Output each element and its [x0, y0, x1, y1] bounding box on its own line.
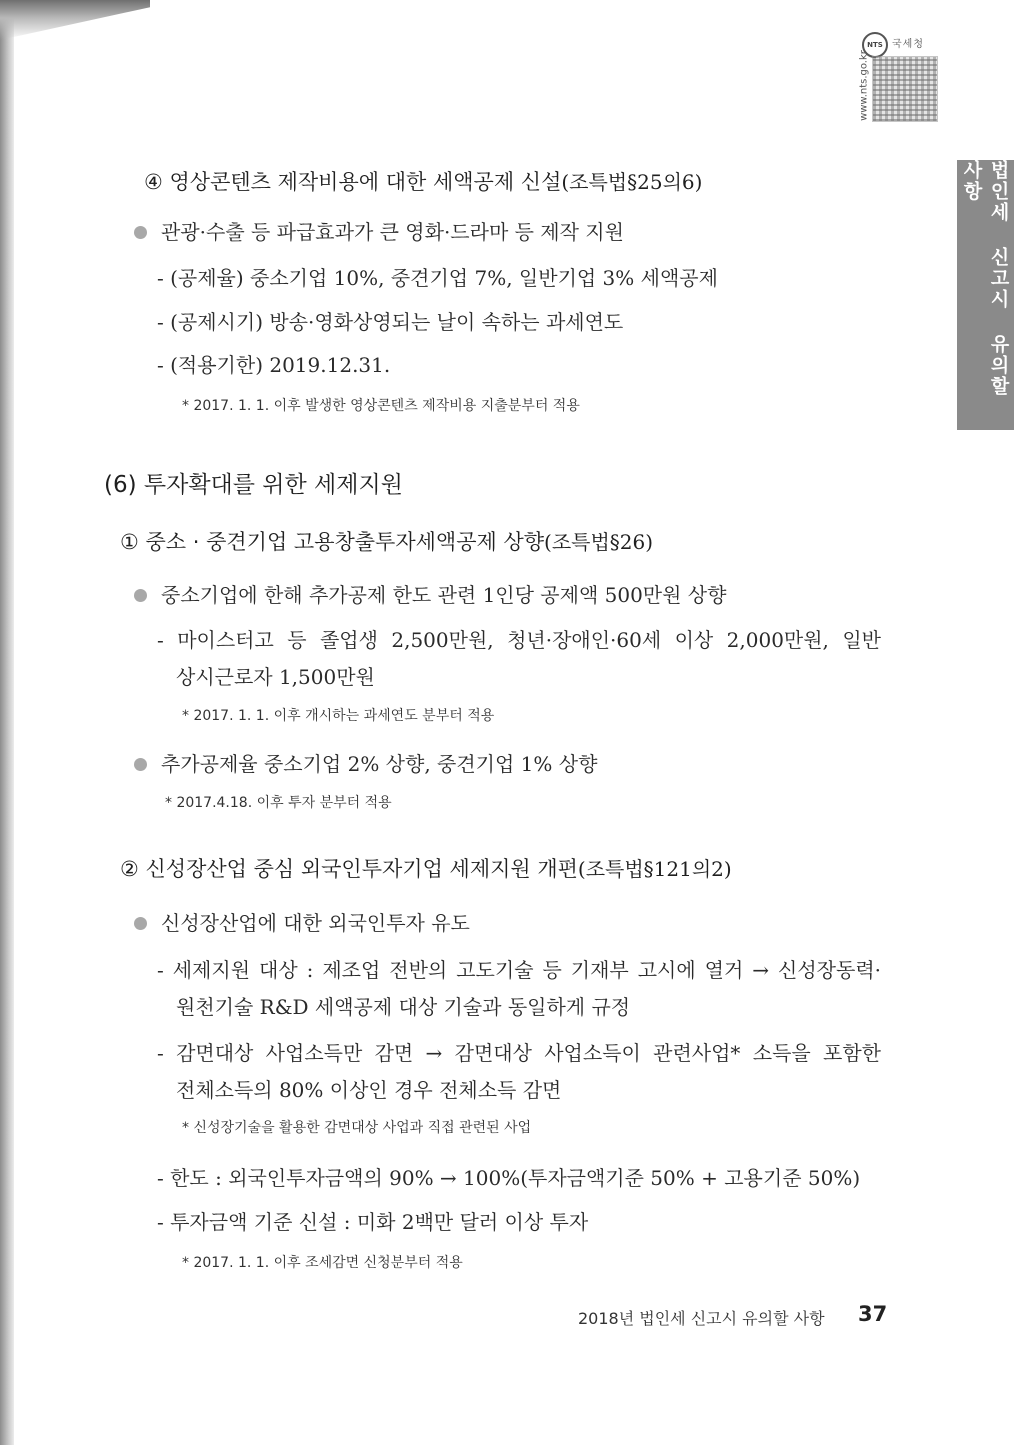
bullet-dot-icon	[134, 226, 147, 239]
item1-dash1-line2: 상시근로자 1,500만원	[176, 665, 375, 689]
item2-dash3: - 한도 : 외국인투자금액의 90% → 100%(투자금액기준 50% + 고용기준 50%)	[157, 1166, 861, 1190]
item2-ref: (조특법§121의2)	[577, 857, 732, 881]
item2-dash2-line1: - 감면대상 사업소득만 감면 → 감면대상 사업소득이 관련사업* 소득을 포함한	[157, 1041, 881, 1065]
item1-bullet1-text: 중소기업에 한해 추가공제 한도 관련 1인당 공제액 500만원 상향	[161, 583, 727, 607]
item4-dash3: - (적용기한) 2019.12.31.	[157, 353, 391, 377]
qr-code-icon	[872, 56, 938, 122]
item4-dash1: - (공제율) 중소기업 10%, 중견기업 7%, 일반기업 3% 세액공제	[157, 266, 718, 290]
item2-dash2-line2: 전체소득의 80% 이상인 경우 전체소득 감면	[176, 1078, 562, 1102]
logo-url: www.nts.go.kr	[858, 50, 870, 121]
logo-name: 국세청	[892, 39, 924, 50]
item4-note: * 2017. 1. 1. 이후 발생한 영상콘텐츠 제작비용 지출분부터 적용	[182, 398, 580, 414]
item4-title: ④ 영상콘텐츠 제작비용에 대한 세액공제 신설	[144, 170, 562, 194]
item1-note1: * 2017. 1. 1. 이후 개시하는 과세연도 분부터 적용	[182, 708, 495, 724]
bullet-dot-icon	[134, 917, 147, 930]
item2-title: ② 신성장산업 중심 외국인투자기업 세제지원 개편	[120, 857, 578, 881]
item1-bullet2	[134, 748, 597, 777]
item1-bullet2-text: 추가공제율 중소기업 2% 상향, 중견기업 1% 상향	[161, 752, 598, 776]
chapter-side-tab: 법인세 신고시 유의할 사항	[957, 160, 1014, 430]
item1-heading	[120, 526, 653, 556]
section6-title: (6) 투자확대를 위한 세제지원	[104, 472, 403, 498]
bullet-dot-icon	[134, 589, 147, 602]
logo-mark-icon: NTS	[862, 32, 888, 58]
item4-heading	[144, 166, 702, 196]
item4-dash2: - (공제시기) 방송·영화상영되는 날이 속하는 과세연도	[157, 310, 624, 334]
item2-dash1-line1: - 세제지원 대상 : 제조업 전반의 고도기술 등 기재부 고시에 열거 → 신성장동력·	[157, 958, 881, 982]
item2-heading	[120, 853, 732, 883]
item2-note1: * 신성장기술을 활용한 감면대상 사업과 직접 관련된 사업	[182, 1120, 532, 1136]
item1-ref: (조특법§26)	[544, 530, 654, 554]
item4-ref: (조특법§25의6)	[561, 170, 703, 194]
item2-dash1-line2: 원천기술 R&D 세액공제 대상 기술과 동일하게 규정	[176, 995, 631, 1019]
item1-dash1-line1: - 마이스터고 등 졸업생 2,500만원, 청년·장애인·60세 이상 2,000만원, 일반	[157, 628, 881, 652]
item1-note2: * 2017.4.18. 이후 투자 분부터 적용	[165, 795, 392, 811]
page-number: 37	[858, 1302, 888, 1326]
item4-bullet-text: 관광·수출 등 파급효과가 큰 영화·드라마 등 제작 지원	[161, 220, 624, 244]
item2-bullet-text: 신성장산업에 대한 외국인투자 유도	[161, 911, 470, 935]
bullet-dot-icon	[134, 758, 147, 771]
item1-title: ① 중소 · 중견기업 고용창출투자세액공제 상향	[120, 530, 545, 554]
item1-bullet1	[134, 579, 726, 608]
item4-bullet	[134, 216, 624, 245]
item2-dash4: - 투자금액 기준 신설 : 미화 2백만 달러 이상 투자	[157, 1210, 589, 1234]
nts-logo	[858, 32, 938, 122]
item2-note2: * 2017. 1. 1. 이후 조세감면 신청분부터 적용	[182, 1255, 463, 1271]
footer-title: 2018년 법인세 신고시 유의할 사항	[578, 1309, 825, 1328]
item2-bullet	[134, 907, 470, 936]
